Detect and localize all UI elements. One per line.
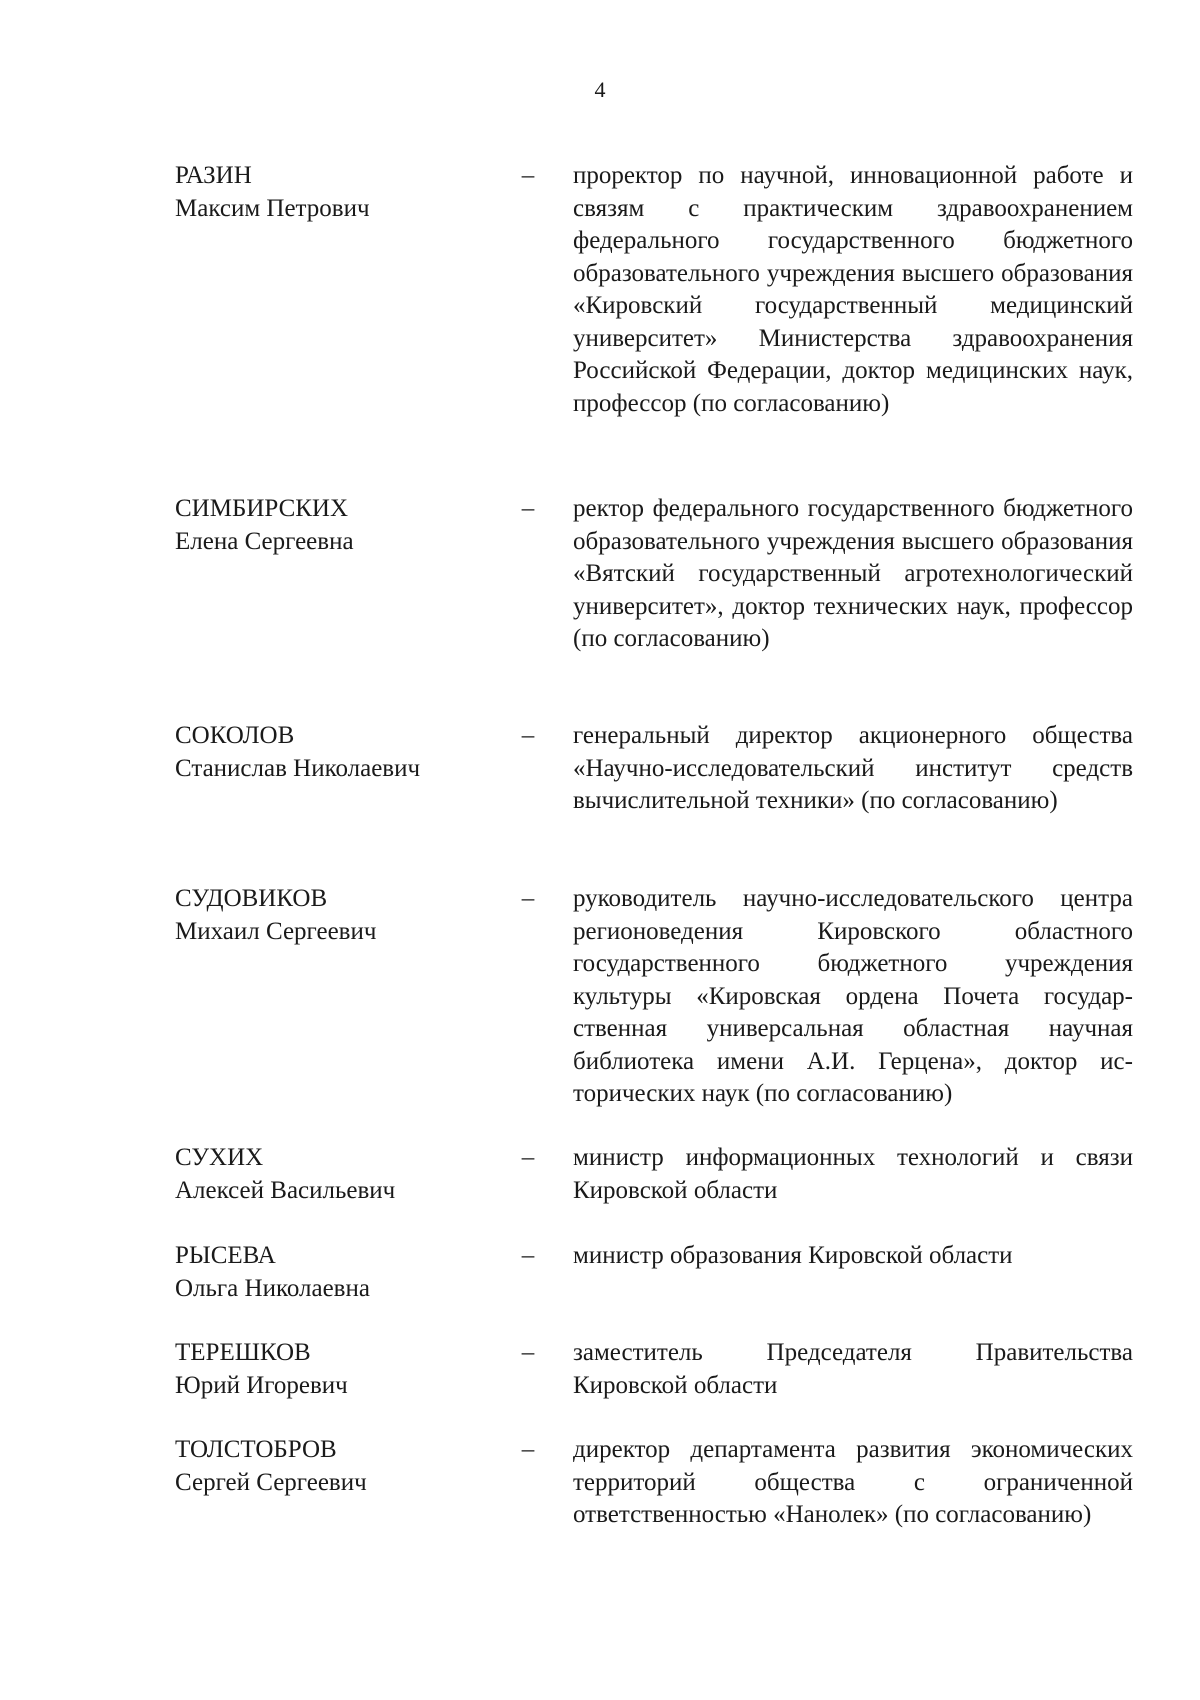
member-position: директор департамента развития экономических территорий общества с ограниченной ответственностью «Нанолек» (по согласованию) (573, 1436, 1133, 1528)
member-dash: – (521, 1242, 535, 1269)
member-position: министр информационных технологий и связи Кировской области (573, 1144, 1133, 1204)
member-position: ректор федерального государственного бюджетного образовательного учреждения высшего образования «Вятский государственный агротехнологический университет», доктор технических наук, профессор (по согласованию) (573, 495, 1133, 652)
page-number: 4 (594, 77, 606, 102)
member-dash: – (521, 722, 535, 749)
member-surname: СУДОВИКОВ (175, 885, 328, 912)
member-surname: РАЗИН (175, 162, 252, 189)
member-dash: – (521, 1339, 535, 1366)
member-name (175, 1240, 515, 1305)
member-given-name: Ольга Николаевна (175, 1274, 370, 1302)
member-name (175, 883, 515, 948)
member-given-name: Михаил Сергеевич (175, 917, 377, 945)
member-dash: – (521, 495, 535, 522)
member-given-name: Максим Петрович (175, 194, 370, 222)
member-surname: РЫСЕВА (175, 1242, 276, 1269)
member-name (175, 1337, 515, 1402)
member-given-name: Елена Сергеевна (175, 527, 354, 555)
member-given-name: Сергей Сергеевич (175, 1468, 367, 1496)
member-given-name: Станислав Николаевич (175, 754, 421, 782)
member-given-name: Алексей Васильевич (175, 1176, 396, 1204)
member-dash: – (521, 1436, 535, 1463)
member-surname: СУХИХ (175, 1144, 264, 1171)
member-position: проректор по научной, инновационной работе и связям с практическим здравоохранением федерального государственного бюджетного образовательного учреждения высшего образования «Кировский государственный медицинский университет» Министерства здравоохранения Российской Федерации, доктор медицинских наук, профессор (по согласованию) (573, 162, 1133, 417)
member-given-name: Юрий Игоревич (175, 1371, 348, 1399)
member-dash: – (521, 885, 535, 912)
member-position: заместитель Председателя Правительства Кировской области (573, 1339, 1133, 1399)
member-surname: ТЕРЕШКОВ (175, 1339, 311, 1366)
member-name (175, 493, 515, 558)
member-name (175, 1142, 515, 1207)
member-name (175, 720, 515, 785)
member-surname: СИМБИРСКИХ (175, 495, 349, 522)
member-position: министр образования Кировской области (573, 1242, 1013, 1269)
member-name (175, 160, 515, 225)
member-dash: – (521, 1144, 535, 1171)
member-surname: СОКОЛОВ (175, 722, 295, 749)
member-surname: ТОЛСТОБРОВ (175, 1436, 337, 1463)
member-name (175, 1434, 515, 1499)
member-position: руководитель научно-исследовательского центра регионоведения Кировского областного государственного бюджетного учреждения культуры «Кировская ордена Почета государственная универсальная областная научная библиотека имени А.И. Герцена», доктор исторических наук (по согласованию) (573, 885, 1133, 1107)
member-dash: – (521, 162, 535, 189)
member-position: генеральный директор акционерного общества «Научно-исследовательский институт средств вычислительной техники» (по согласованию) (573, 722, 1133, 814)
